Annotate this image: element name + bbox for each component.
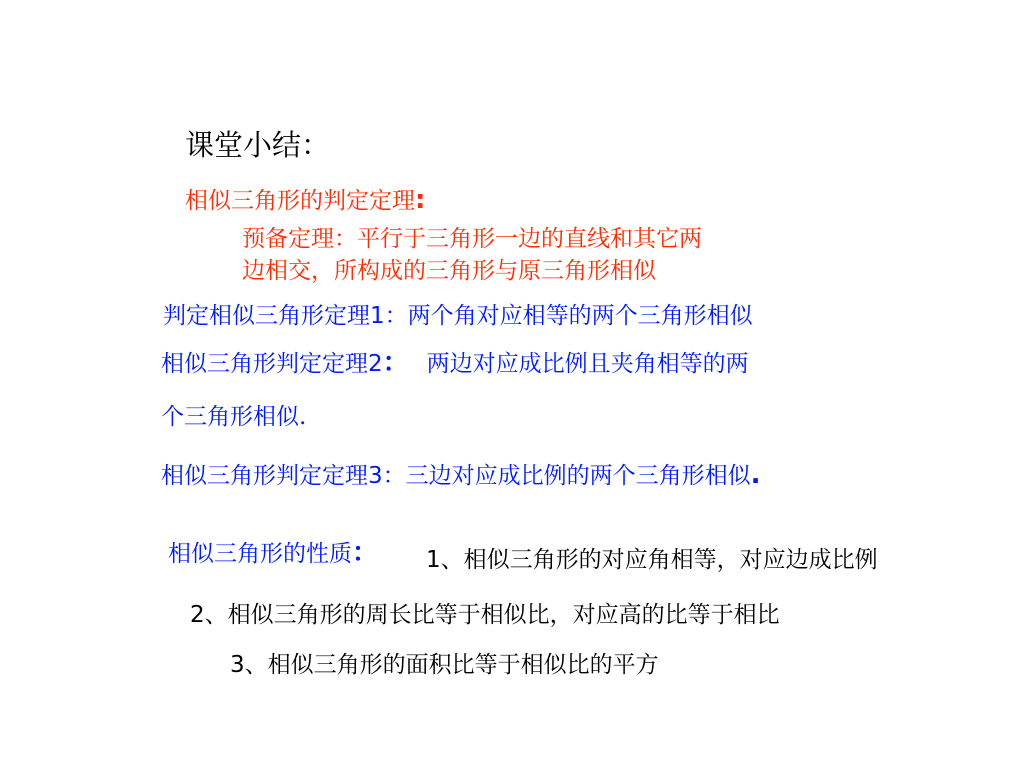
preliminary-theorem-line1: 预备定理：平行于三角形一边的直线和其它两 bbox=[242, 226, 702, 252]
property2: 2、相似三角形的周长比等于相似比，对应高的比等于相比 bbox=[190, 602, 780, 628]
preliminary-theorem-line2: 边相交，所构成的三角形与原三角形相似 bbox=[242, 258, 656, 284]
theorem1: 判定相似三角形定理1：两个角对应相等的两个三角形相似 bbox=[163, 303, 753, 329]
theorem2 bbox=[161, 350, 749, 376]
criteria-heading-text: 相似三角形的判定定理 bbox=[185, 188, 415, 214]
theorem2-text-continued: 个三角形相似. bbox=[161, 404, 307, 430]
theorem2-text: 两边对应成比例且夹角相等的两 bbox=[426, 351, 749, 377]
slide-title: 课堂小结： bbox=[185, 128, 331, 162]
theorem2-label: 相似三角形判定定理2 bbox=[161, 351, 383, 377]
criteria-heading-colon: : bbox=[415, 185, 426, 215]
criteria-heading bbox=[185, 187, 425, 213]
theorem2-colon: ： bbox=[382, 348, 409, 378]
property3: 3、相似三角形的面积比等于相似比的平方 bbox=[230, 652, 659, 678]
theorem3-text: 相似三角形判定定理3：三边对应成比例的两个三角形相似 bbox=[161, 463, 751, 489]
properties-heading bbox=[168, 540, 378, 566]
theorem3 bbox=[161, 462, 761, 488]
properties-heading-colon: ： bbox=[352, 538, 379, 568]
theorem3-end: . bbox=[750, 460, 761, 490]
property1: 1、相似三角形的对应角相等，对应边成比例 bbox=[426, 547, 878, 573]
properties-heading-text: 相似三角形的性质 bbox=[168, 541, 352, 567]
